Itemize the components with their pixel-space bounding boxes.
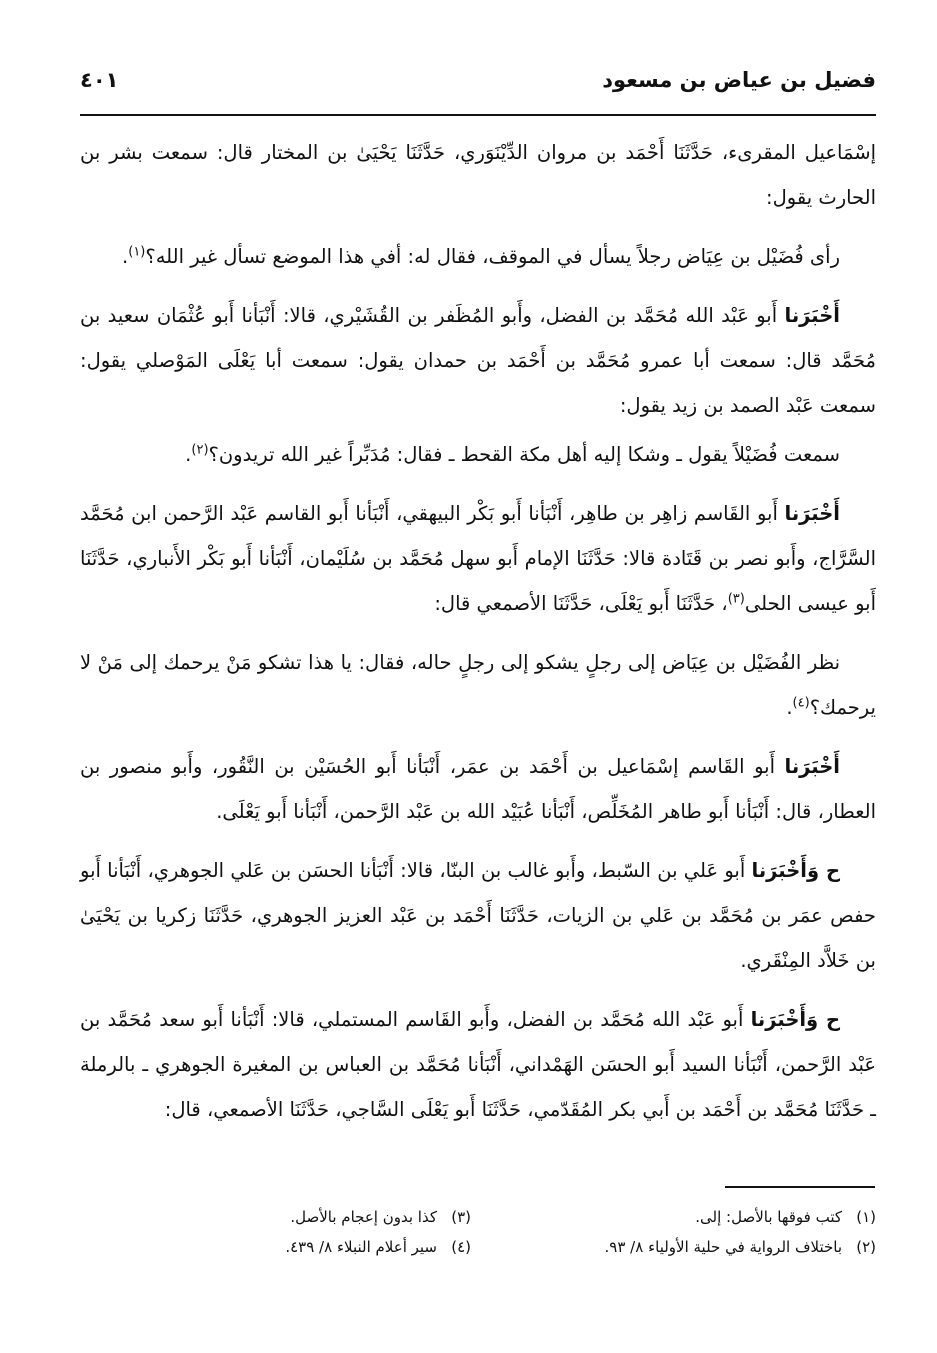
paragraph-text: أَبو عَلي بن السّبط، وأَبو غالب بن البنّا، قالا: أَنْبَأنا الحسَن بن عَلي الجوهري، أَنْبَأنا أَبو حفص عمَر بن مُحَمَّد بن عَلي بن الزيات، حَدَّثَنَا أَحْمَد بن عَبْد العزيز الجوهري، حَدَّثَنَا زكريا بن يَحْيَىٰ بن خَلاَّد المِنْقَري. (80, 859, 876, 972)
footnote-ref: (٤) (792, 695, 810, 711)
footnotes-column-right (486, 1202, 876, 1262)
paragraph-lead: ح وَأَخْبَرَنا (750, 1008, 841, 1031)
paragraph-text: إسْمَاعيل المقرىء، حَدَّثَنَا أَحْمَد بن مروان الدِّيْنَوَري، حَدَّثَنَا يَحْيَىٰ بن المختار قال: سمعت بشر بن الحارث يقول: (80, 141, 876, 209)
footnote-text: كذا بدون إعجام بالأصل. (290, 1208, 437, 1226)
running-title: فضيل بن عياض بن مسعود (602, 68, 876, 92)
paragraph-text: نظر الفُضَيْل بن عِيَاض إلى رجلٍ يشكو إلى رجلٍ حاله، فقال: يا هذا تشكو مَنْ يرحمك إلى مَنْ لا يرحمك؟ (80, 651, 876, 719)
paragraph-lead: أَخْبَرَنا (784, 502, 840, 525)
paragraph-lead: أَخْبَرَنا (784, 304, 840, 327)
paragraph-tail: ، حَدَّثَنَا أَبو يَعْلَى، حَدَّثَنَا الأصمعي قال: (434, 592, 728, 615)
footnote-text: كتب فوقها بالأصل: إلى. (695, 1208, 842, 1226)
footnote-number: (٢) (856, 1238, 876, 1256)
page-number: ٤٠١ (80, 68, 119, 92)
paragraph-3 (80, 293, 876, 428)
paragraph-6 (80, 640, 876, 730)
paragraph-2 (80, 234, 876, 279)
body-text (80, 130, 876, 1132)
paragraph-9 (80, 997, 876, 1132)
footnote-item (486, 1202, 876, 1232)
paragraph-1 (80, 130, 876, 220)
footnote-ref: (٣) (727, 591, 745, 607)
footnote-number: (١) (856, 1208, 876, 1226)
paragraph-text: رأى فُضَيْل بن عِيَاض رجلاً يسأل في الموقف، فقال له: أفي هذا الموضع تسأل غير الله؟ (145, 245, 840, 268)
paragraph-text: أَبو عَبْد الله مُحَمَّد بن الفضل، وأَبو المُظَفر بن القُشَيْري، قالا: أَنْبَأنا أَبو عُثْمَان سعيد بن مُحَمَّد قال: سمعت أبا عمرو مُحَمَّد بن أَحْمَد بن حمدان يقول: سمعت أبا يَعْلَى المَوْصلي يقول: سمعت عَبْد الصمد بن زيد يقول: (80, 304, 876, 417)
footnote-rule (725, 1186, 875, 1188)
paragraph-tail: . (122, 245, 129, 268)
footnote-item (486, 1232, 876, 1262)
footnote-ref: (١) (128, 244, 146, 260)
paragraph-lead: ح وَأَخْبَرَنا (751, 859, 840, 882)
footnote-number: (٣) (451, 1208, 471, 1226)
paragraph-tail: . (185, 443, 192, 466)
paragraph-7 (80, 744, 876, 834)
paragraph-text: أَبو القَاسم إسْمَاعيل بن أَحْمَد بن عمَر، أَنْبَأنا أَبو الحُسَيْن بن النَّقُور، وأَبو منصور بن العطار، قال: أَنْبَأنا أَبو طاهر المُخَلِّص، أَنْبَأنا عُبَيْد الله بن عَبْد الرَّحمن، أَنْبَأنا أَبو يَعْلَى. (80, 755, 876, 823)
page-header (80, 64, 876, 104)
paragraph-tail: . (786, 696, 793, 719)
paragraph-text: سمعت فُضَيْلاً يقول ـ وشكا إليه أهل مكة القحط ـ فقال: مُدَبِّراً غير الله تريدون؟ (208, 443, 840, 466)
footnote-item (81, 1202, 471, 1232)
footnote-ref: (٢) (191, 442, 209, 458)
paragraph-8 (80, 848, 876, 983)
footnote-item (81, 1232, 471, 1262)
paragraph-text: أَبو عَبْد الله مُحَمَّد بن الفضل، وأَبو القَاسم المستملي، قالا: أَنْبَأنا أَبو سعد مُحَمَّد بن عَبْد الرَّحمن، أَنْبَأنا السيد أَبو الحسَن الهَمْداني، أَنْبَأنا مُحَمَّد بن العباس بن المغيرة الجوهري ـ بالرملة ـ حَدَّثَنَا مُحَمَّد بن أَحْمَد بن أَبي بكر المُقَدّمي، حَدَّثَنَا أَبو يَعْلَى السَّاجي، حَدَّثَنَا الأصمعي، قال: (80, 1008, 876, 1121)
paragraph-lead: أَخْبَرَنا (784, 755, 840, 778)
footnote-number: (٤) (451, 1238, 471, 1256)
footnote-text: باختلاف الرواية في حلية الأولياء ٨/ ٩٣. (604, 1238, 842, 1256)
paragraph-5 (80, 491, 876, 626)
paragraph-text: أَبو القَاسم زاهِر بن طاهِر، أَنْبَأنا أَبو بَكْر البيهقي، أَنْبَأنا أَبو القاسم عَبْد الرَّحمن ابن مُحَمَّد السَّرَّاج، وأَبو نصر بن قَتَادة قالا: حَدَّثَنَا الإمام أَبو سهل مُحَمَّد بن سُلَيْمان، أَنْبَأنا أَبو بَكْر الأَنباري، حَدَّثَنَا أَبو عيسى الحلى (80, 502, 876, 615)
header-rule (80, 114, 876, 116)
footnote-text: سير أعلام النبلاء ٨/ ٤٣٩. (285, 1238, 437, 1256)
footnotes-column-left (81, 1202, 471, 1262)
paragraph-4 (80, 432, 876, 477)
